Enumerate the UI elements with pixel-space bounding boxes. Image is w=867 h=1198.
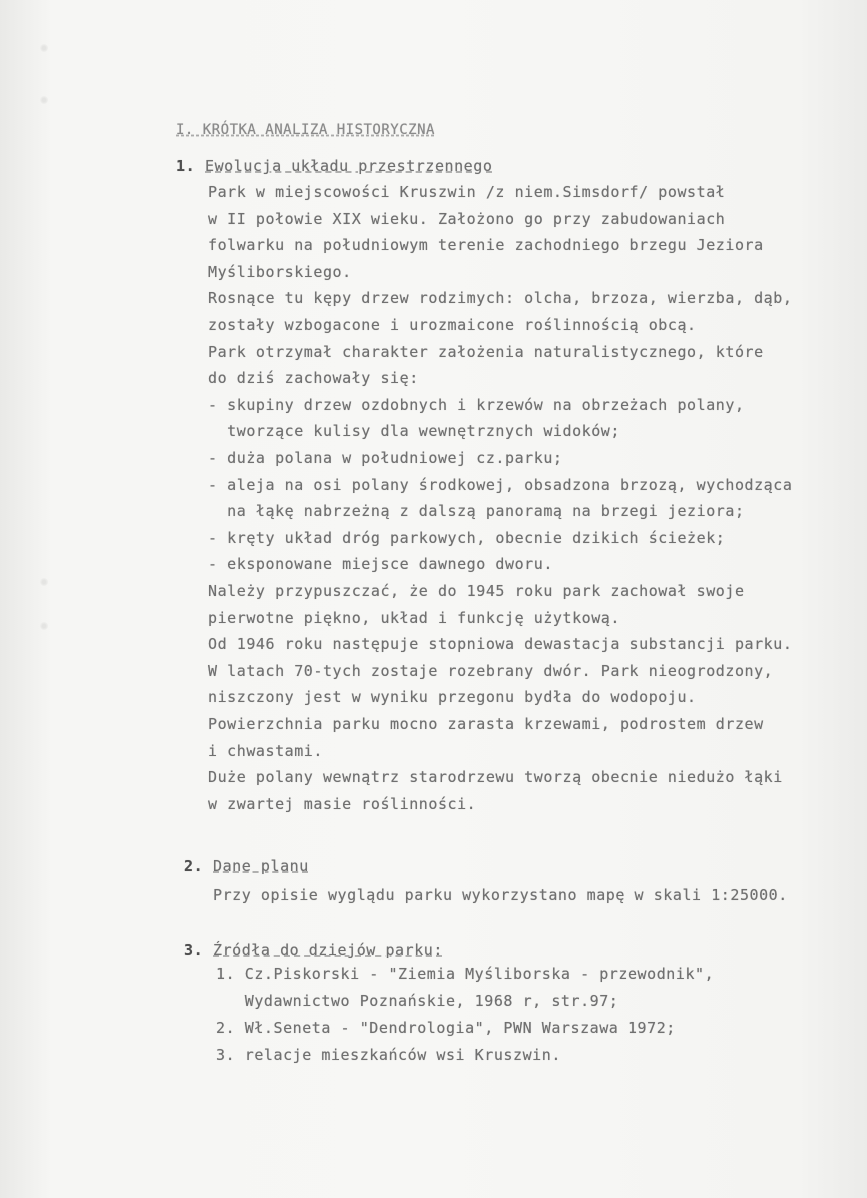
section2-text: Przy opisie wyglądu parku wykorzystano mapę w skali 1:25000. xyxy=(213,886,788,904)
section1-line: - kręty układ dróg parkowych, obecnie dzikich ścieżek; xyxy=(208,528,726,547)
source-list-item: Wydawnictwo Poznańskie, 1968 r, str.97; xyxy=(216,992,619,1010)
punch-hole-mark xyxy=(40,96,48,104)
section1-line: niszczony jest w wyniku przegonu bydła do wodopoju. xyxy=(208,688,697,707)
punch-hole-mark xyxy=(40,622,48,630)
section3-number: 3. xyxy=(184,941,204,959)
section2-title: Dane planu xyxy=(213,857,309,875)
section1-line: Od 1946 roku następuje stopniowa dewastacja substancji parku. xyxy=(208,635,793,654)
section1-line: Park w miejscowości Kruszwin /z niem.Simsdorf/ powstał xyxy=(208,183,726,201)
section1-line: w II połowie XIX wieku. Założono go przy zabudowaniach xyxy=(208,209,726,228)
section1-line: W latach 70-tych zostaje rozebrany dwór. Park nieogrodzony, xyxy=(208,661,774,680)
punch-hole-mark xyxy=(40,578,48,586)
section1-line: Powierzchnia parku mocno zarasta krzewami, podrostem drzew xyxy=(208,715,764,733)
section1-line: Należy przypuszczać, że do 1945 roku park zachował swoje xyxy=(208,582,745,600)
section1-line: Myśliborskiego. xyxy=(208,262,352,281)
source-list-item: 2. Wł.Seneta - "Dendrologia", PWN Warszawa 1972; xyxy=(216,1019,676,1037)
section1-line: folwarku na południowym terenie zachodniego brzegu Jeziora xyxy=(208,236,764,255)
section1-line: na łąkę nabrzeżną z dalszą panoramą na brzegi jeziora; xyxy=(208,502,745,521)
section1-line: pierwotne piękno, układ i funkcję użytkową. xyxy=(208,608,620,627)
section1-line: do dziś zachowały się: xyxy=(208,369,419,388)
section1-line: i chwastami. xyxy=(208,741,323,760)
source-list-item: 1. Cz.Piskorski - "Ziemia Myśliborska - przewodnik", xyxy=(216,965,715,983)
section1-line: zostały wzbogacone i urozmaicone roślinnością obcą. xyxy=(208,316,697,334)
section1-number: 1. xyxy=(176,157,196,175)
section1-line: tworzące kulisy dla wewnętrznych widoków; xyxy=(208,422,620,441)
section1-line: - aleja na osi polany środkowej, obsadzona brzozą, wychodząca xyxy=(208,475,793,494)
section1-line: - skupiny drzew ozdobnych i krzewów na obrzeżach polany, xyxy=(208,395,745,414)
punch-hole-mark xyxy=(40,44,48,52)
section1-line: - duża polana w południowej cz.parku; xyxy=(208,449,563,467)
section1-line: w zwartej masie roślinności. xyxy=(208,794,477,813)
section1-title: Ewolucja układu przestrzennego xyxy=(205,157,493,175)
section1-line: Rosnące tu kępy drzew rodzimych: olcha, brzoza, wierzba, dąb, xyxy=(208,289,793,308)
section1-line: - eksponowane miejsce dawnego dworu. xyxy=(208,555,553,574)
section1-line: Duże polany wewnątrz starodrzewu tworzą obecnie niedużo łąki xyxy=(208,768,783,787)
main-heading: I. KRÓTKA ANALIZA HISTORYCZNA xyxy=(176,122,435,138)
section2-number: 2. xyxy=(184,857,204,875)
section3-title: Źródła do dziejów parku: xyxy=(213,941,443,959)
section1-line: Park otrzymał charakter założenia naturalistycznego, które xyxy=(208,342,764,361)
source-list-item: 3. relacje mieszkańców wsi Kruszwin. xyxy=(216,1046,561,1064)
